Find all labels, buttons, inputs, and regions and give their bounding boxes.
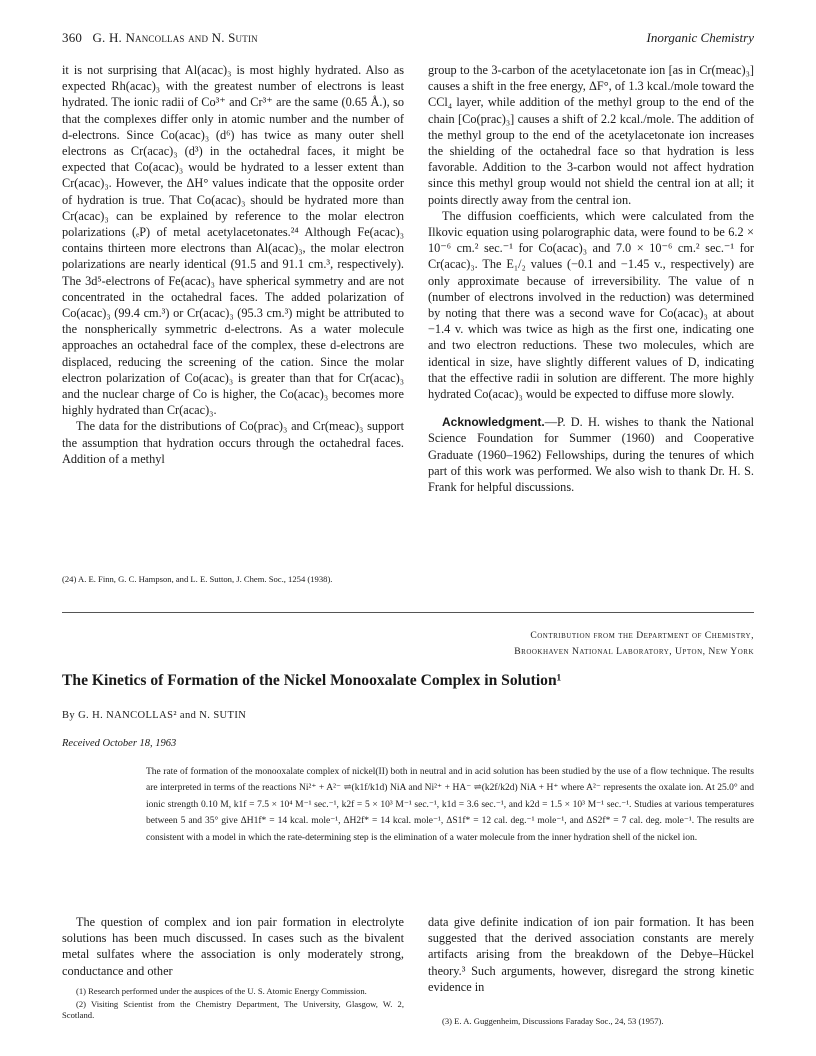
article-byline: By G. H. NANCOLLAS² and N. SUTIN bbox=[62, 710, 247, 721]
body-column-right bbox=[428, 914, 754, 995]
text-column-right bbox=[428, 62, 754, 495]
journal-name: Inorganic Chemistry bbox=[646, 30, 754, 45]
footnote-3: (3) E. A. Guggenheim, Discussions Faraday Soc., 24, 53 (1957). bbox=[442, 1016, 664, 1026]
abstract bbox=[146, 764, 754, 846]
running-header-left bbox=[62, 30, 258, 46]
paragraph: The data for the distributions of Co(prac)₃ and Cr(meac)₃ support the assumption that hydration occurs through the octahedral faces. Addition of a methyl bbox=[62, 419, 404, 466]
text-column-left bbox=[62, 62, 404, 467]
paragraph: The question of complex and ion pair formation in electrolyte solutions has been much discussed. In cases such as the bivalent metal sulfates where the association is only moderately strong, conductance and other bbox=[62, 915, 404, 978]
footnotes-left bbox=[62, 986, 404, 1021]
acknowledgment-text: —P. D. H. wishes to thank the National Science Foundation for Summer (1960) and Cooperative Graduate (1960–1962) Fellowships, during the tenures of which part of this work was performed. We also wish to thank Dr. H. S. Frank for helpful discussions. bbox=[428, 415, 754, 495]
article-title: The Kinetics of Formation of the Nickel Monooxalate Complex in Solution¹ bbox=[62, 672, 562, 689]
contribution-line-1: Contribution from the Department of Chemistry, bbox=[530, 630, 754, 641]
paragraph: it is not surprising that Al(acac)₃ is most highly hydrated. Also as expected Rh(acac)₃ with the greatest number of electrons is least hydrated. The ionic radii of Co³⁺ and Cr³⁺ are the same (0.65 Å.), so that the complexes differ only in atomic number and the number of d-electrons. Since Co(acac)₃ (d⁶) has twice as many outer shell electrons as Cr(acac)₃ (d³) in the octahedral faces, it might be expected that Co(acac)₃ would be hydrated to a lesser extent than Cr(acac)₃. However, the ΔH° values indicate that the opposite order of hydration is true. That Co(acac)₃ should be hydrated more than Cr(acac)₃ can be explained by reference to the molar electron polarizations (ₑP) of metal acetylacetonates.²⁴ Although Fe(acac)₃ contains thirteen more electrons than Al(acac)₃, the molar electron polarizations are nearly identical (91.5 and 91.1 cm.³, respectively). The 3d⁵-electrons of Fe(acac)₃ have spherical symmetry and are not concentrated in the octahedral faces. The added polarization of Co(acac)₃ (99.4 cm.³) or Cr(acac)₃ (95.3 cm.³) might be attributed to the nonspherically symmetric d-electrons. As a water molecule approaches an octahedral face of the complex, these d-electrons are displaced, reducing the screening of the cation. Since the molar electron polarization of Co(acac)₃ is greater than that for Cr(acac)₃ and the nuclear charge of Co is higher, the Co(acac)₃ becomes more highly hydrated than Cr(acac)₃. bbox=[62, 63, 404, 418]
footnote-1: (1) Research performed under the auspices of the U. S. Atomic Energy Commission. bbox=[76, 986, 367, 996]
footnote-24: (24) A. E. Finn, G. C. Hampson, and L. E. Sutton, J. Chem. Soc., 1254 (1938). bbox=[62, 574, 333, 584]
paragraph: The diffusion coefficients, which were calculated from the Ilkovic equation using polarographic data, were found to be 6.2 × 10⁻⁶ cm.² sec.⁻¹ for Co(acac)₃ and 7.0 × 10⁻⁶ cm.² sec.⁻¹ for Cr(acac)₃. The E₁/₂ values (−0.1 and −1.45 v., respectively) are only approximate because of irreversibility. The value of n (number of electrons involved in the reduction) was determined by noting that there was a second wave for Co(acac)₃ at about −1.4 v. which was twice as high as the first one, indicating one and two electron reductions. These two molecules, which are identical in size, have slightly different values of D, indicating that the effective radii in solution are different. The more highly hydrated Co(acac)₃ would be expected to diffuse more slowly. bbox=[428, 208, 754, 402]
section-divider bbox=[62, 612, 754, 613]
running-header-authors: G. H. Nancollas and N. Sutin bbox=[92, 30, 258, 45]
received-date: Received October 18, 1963 bbox=[62, 738, 177, 749]
acknowledgment bbox=[428, 414, 754, 495]
abstract-text: The rate of formation of the monooxalate complex of nickel(II) both in neutral and in acid solution has been studied by the use of a flow technique. The results are interpreted in terms of the reactions Ni²⁺ + A²⁻ ⇌(k1f/k1d) NiA and Ni²⁺ + HA⁻ ⇌(k2f/k2d) NiA + H⁺ where A²⁻ represents the oxalate ion. At 25.0° and ionic strength 0.10 M, k1f = 7.5 × 10⁴ M⁻¹ sec.⁻¹, k2f = 5 × 10³ M⁻¹ sec.⁻¹, k1d = 3.6 sec.⁻¹, and k2d = 1.5 × 10³ M⁻¹ sec.⁻¹. Studies at various temperatures between 5 and 35° give ΔH1f* = 14 kcal. mole⁻¹, ΔH2f* = 14 kcal. mole⁻¹, ΔS1f* = 12 cal. deg.⁻¹ mole⁻¹, and ΔS2f* = 7 cal. deg. mole⁻¹. The results are consistent with a model in which the rate-determining step is the elimination of a water molecule from the inner hydration shell of the nickel ion. bbox=[146, 767, 754, 843]
footnote-2: (2) Visiting Scientist from the Chemistry Department, The University, Glasgow, W. 2, Scotland. bbox=[62, 999, 404, 1020]
acknowledgment-label: Acknowledgment. bbox=[442, 415, 545, 430]
body-column-left bbox=[62, 914, 404, 979]
paragraph: data give definite indication of ion pair formation. It has been suggested that the derived association constants are merely artifacts arising from the breakdown of the Debye–Hückel theory.³ Such arguments, however, disregard the strong kinetic evidence in bbox=[428, 915, 754, 994]
paragraph: group to the 3-carbon of the acetylacetonate ion [as in Cr(meac)₃] causes a shift in the free energy, ΔF°, of 1.3 kcal./mole toward the CCl₄ layer, while addition of the methyl group to the end of the chain [Co(prac)₃] causes a shift of 2.2 kcal./mole. The addition of the methyl group to the end of the acetylacetonate ion increases the shielding of the octahedral face so that hydration is less favorable. Addition to the 3-carbon would not affect hydration since this methyl group would not shield the central ion at all; it points directly away from the central ion. bbox=[428, 63, 754, 207]
page-number: 360 bbox=[62, 30, 83, 45]
contribution-line-2: Brookhaven National Laboratory, Upton, New York bbox=[514, 646, 754, 657]
